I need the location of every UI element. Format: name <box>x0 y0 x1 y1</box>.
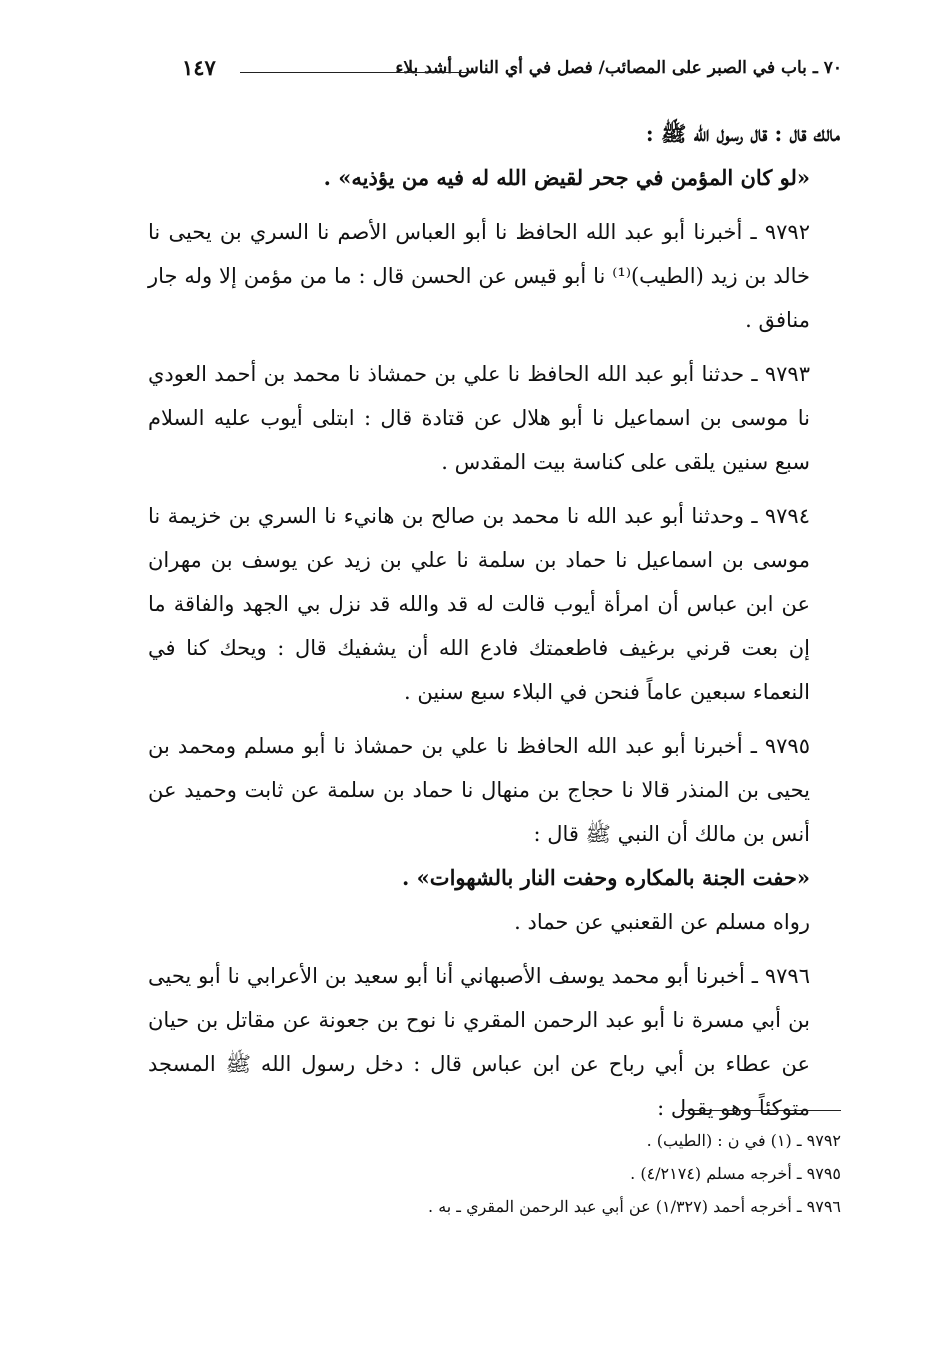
footnote-separator <box>681 1110 841 1111</box>
hadith-quote: «لو كان المؤمن في جحر لقيض الله له فيه من يؤذيه» . <box>323 165 810 190</box>
hadith-9795: ٩٧٩٥ ـ أخبرنا أبو عبد الله الحافظ نا علي بن حمشاذ نا أبو مسلم ومحمد بن يحيى بن المنذر قالا نا حجاج بن منهال نا حماد بن سلمة عن ثابت وحميد عن أنس بن مالك أن النبي ﷺ قال : <box>148 734 810 846</box>
running-header <box>182 55 842 92</box>
hadith-9796: ٩٧٩٦ ـ أخبرنا أبو محمد يوسف الأصبهاني أنا أبو سعيد بن الأعرابي نا أبو يحيى بن أبي مسرة نا أبو عبد الرحمن المقري نا نوح بن جعونة عن مقاتل بن حيان عن عطاء بن أبي رباح عن ابن عباس قال : دخل رسول الله ﷺ المسجد متوكئاً وهو يقول : <box>148 964 810 1120</box>
footnotes <box>241 1124 841 1223</box>
footnote: ٩٧٩٥ ـ أخرجه مسلم (٤/٢١٧٤) . <box>630 1164 841 1183</box>
narration-note: رواه مسلم عن القعنبي عن حماد . <box>514 910 810 934</box>
main-text <box>148 112 840 1130</box>
footnote: ٩٧٩٦ ـ أخرجه أحمد (١/٣٢٧) عن أبي عبد الرحمن المقري ـ به . <box>428 1197 841 1216</box>
chapter-title: ٧٠ ـ باب في الصبر على المصائب/ فصل في أي الناس أشد بلاء <box>395 58 842 78</box>
hadith-9794: ٩٧٩٤ ـ وحدثنا أبو عبد الله نا محمد بن صالح بن هانيء نا السري بن خزيمة نا موسى بن اسماعيل نا حماد بن سلمة نا علي بن زيد عن يوسف بن مهران عن ابن عباس أن امرأة أيوب قالت له قد والله قد نزل بي الجهد والفاقة ما إن بعت قرني برغيف فاطعمتك فادع الله أن يشفيك قال : ويحك كنا في النعماء سبعين عاماً فنحن في البلاء سبع سنين . <box>148 504 810 704</box>
footnote: ٩٧٩٢ ـ (١) في ن : (الطيب) . <box>646 1131 841 1150</box>
header-rule <box>240 72 470 73</box>
hadith-quote: «حفت الجنة بالمكاره وحفت النار بالشهوات» . <box>402 865 810 890</box>
hadith-9793: ٩٧٩٣ ـ حدثنا أبو عبد الله الحافظ نا علي بن حمشاذ نا محمد بن أحمد العودي نا موسى بن اسماعيل نا أبو هلال عن قتادة قال : ابتلى أيوب عليه السلام سبع سنين يلقى على كناسة بيت المقدس . <box>148 362 810 474</box>
text-line: مالك قال : قال رسول الله ﷺ : <box>645 121 840 146</box>
page-number: ١٤٧ <box>182 55 216 80</box>
hadith-9792: ٩٧٩٢ ـ أخبرنا أبو عبد الله الحافظ نا أبو العباس الأصم نا السري بن يحيى نا خالد بن زيد (الطيب)⁽¹⁾ نا أبو قيس عن الحسن قال : ما من مؤمن إلا وله جار منافق . <box>148 220 810 332</box>
